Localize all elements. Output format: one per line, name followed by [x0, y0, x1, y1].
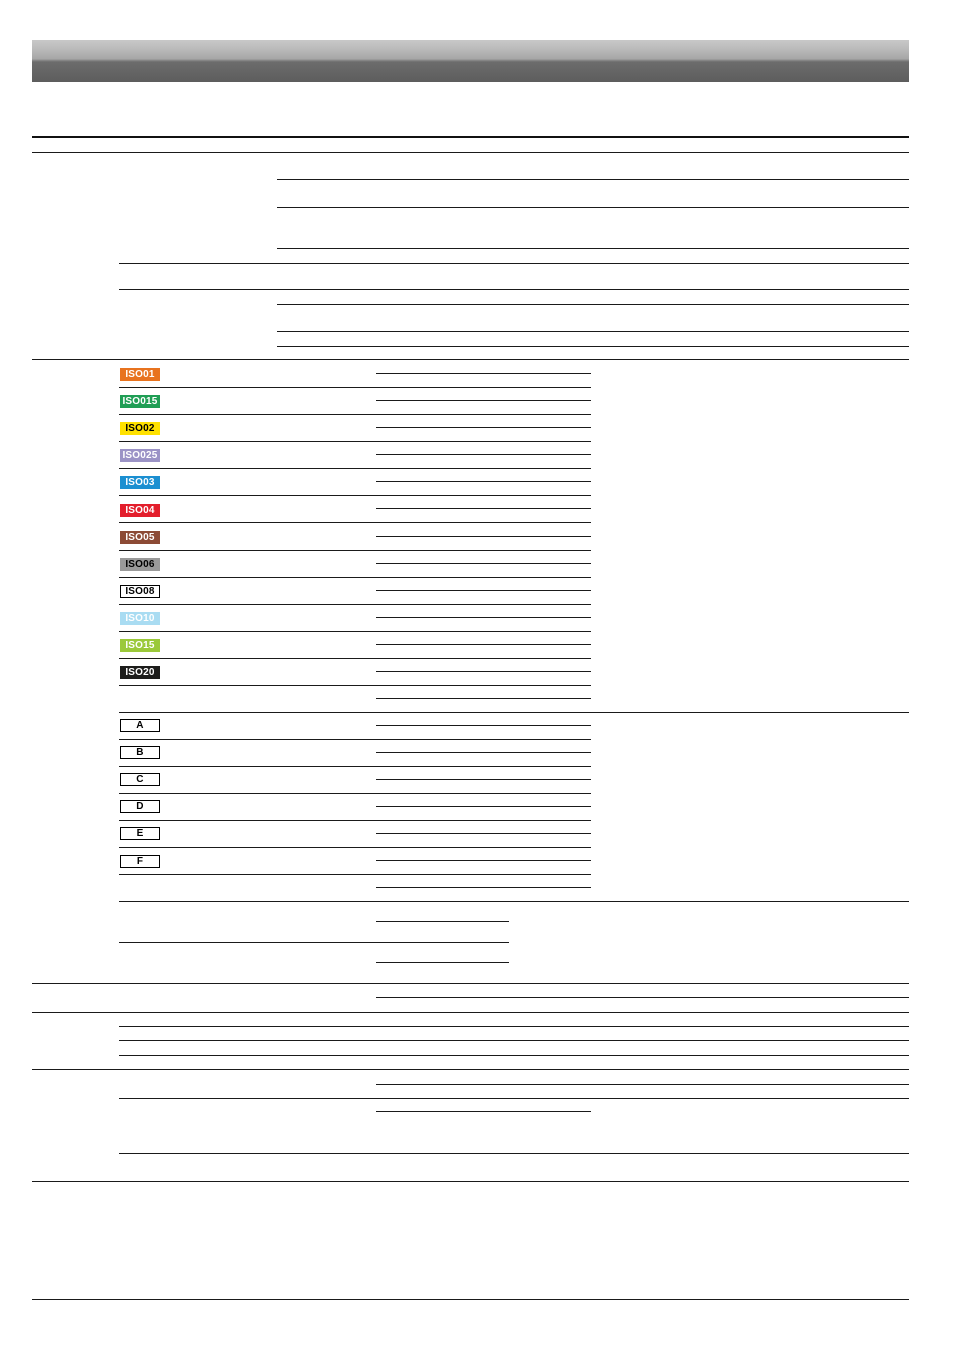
table-rule	[32, 1069, 909, 1070]
table-rule	[376, 508, 591, 509]
table-rule	[376, 1111, 591, 1112]
table-rule	[119, 1040, 909, 1041]
table-rule	[376, 779, 591, 780]
table-rule	[277, 331, 909, 332]
table-rule	[119, 766, 591, 767]
table-rule	[32, 1012, 909, 1013]
table-rule	[119, 847, 591, 848]
table-rule	[119, 1153, 909, 1154]
table-rule	[376, 698, 591, 699]
table-rule	[376, 617, 591, 618]
table-rule	[119, 263, 909, 264]
table-rule	[376, 887, 591, 888]
iso-badge: ISO10	[120, 612, 160, 625]
table-rule	[119, 522, 591, 523]
letter-badge: A	[120, 719, 160, 732]
table-rule	[277, 346, 909, 347]
table-rule	[32, 1299, 909, 1300]
table-rule	[376, 833, 591, 834]
table-rule	[376, 921, 509, 922]
table-rule	[119, 1098, 909, 1099]
table-rule	[277, 179, 909, 180]
iso-badge: ISO08	[120, 585, 160, 598]
table-rule	[32, 359, 909, 360]
table-rule	[376, 427, 591, 428]
table-rule	[32, 152, 909, 153]
iso-badge: ISO01	[120, 368, 160, 381]
table-rule	[376, 454, 591, 455]
table-rule	[119, 1026, 909, 1027]
table-rule	[119, 712, 909, 713]
table-rule	[119, 604, 591, 605]
letter-badge: F	[120, 855, 160, 868]
table-rule	[119, 414, 591, 415]
table-rule	[277, 207, 909, 208]
letter-badge: C	[120, 773, 160, 786]
table-rule	[376, 563, 591, 564]
table-rule	[119, 739, 591, 740]
table-rule	[119, 441, 591, 442]
letter-badge: E	[120, 827, 160, 840]
table-rule	[119, 820, 591, 821]
table-rule	[32, 1181, 909, 1182]
letter-badge: D	[120, 800, 160, 813]
table-rule	[277, 304, 909, 305]
iso-badge: ISO03	[120, 476, 160, 489]
table-rule	[376, 752, 591, 753]
table-rule	[376, 400, 591, 401]
iso-badge: ISO06	[120, 558, 160, 571]
table-rule	[119, 793, 591, 794]
iso-badge: ISO025	[120, 449, 160, 462]
table-rule	[376, 671, 591, 672]
table-rule	[376, 860, 591, 861]
table-rule	[376, 481, 591, 482]
table-rule	[119, 658, 591, 659]
table-rule	[119, 631, 591, 632]
letter-badge: B	[120, 746, 160, 759]
iso-badge: ISO04	[120, 504, 160, 517]
table-rule	[32, 983, 909, 984]
table-rule	[376, 644, 591, 645]
table-rule	[119, 577, 591, 578]
iso-badge: ISO20	[120, 666, 160, 679]
header-bar	[32, 40, 909, 82]
table-rule	[376, 590, 591, 591]
table-rule	[376, 806, 591, 807]
iso-badge: ISO05	[120, 531, 160, 544]
table-rule	[376, 997, 909, 998]
table-rule	[376, 536, 591, 537]
table-rule	[119, 901, 909, 902]
table-rule	[119, 495, 591, 496]
table-rule	[32, 136, 909, 138]
table-rule	[119, 942, 509, 943]
table-rule	[376, 1084, 909, 1085]
iso-badge: ISO02	[120, 422, 160, 435]
table-rule	[119, 1055, 909, 1056]
table-rule	[376, 962, 509, 963]
table-rule	[119, 468, 591, 469]
table-rule	[119, 387, 591, 388]
table-rule	[119, 550, 591, 551]
table-rule	[376, 373, 591, 374]
table-rule	[119, 874, 591, 875]
table-rule	[376, 725, 591, 726]
table-rule	[119, 289, 909, 290]
iso-badge: ISO15	[120, 639, 160, 652]
table-rule	[119, 685, 591, 686]
table-rule	[277, 248, 909, 249]
iso-badge: ISO015	[120, 395, 160, 408]
